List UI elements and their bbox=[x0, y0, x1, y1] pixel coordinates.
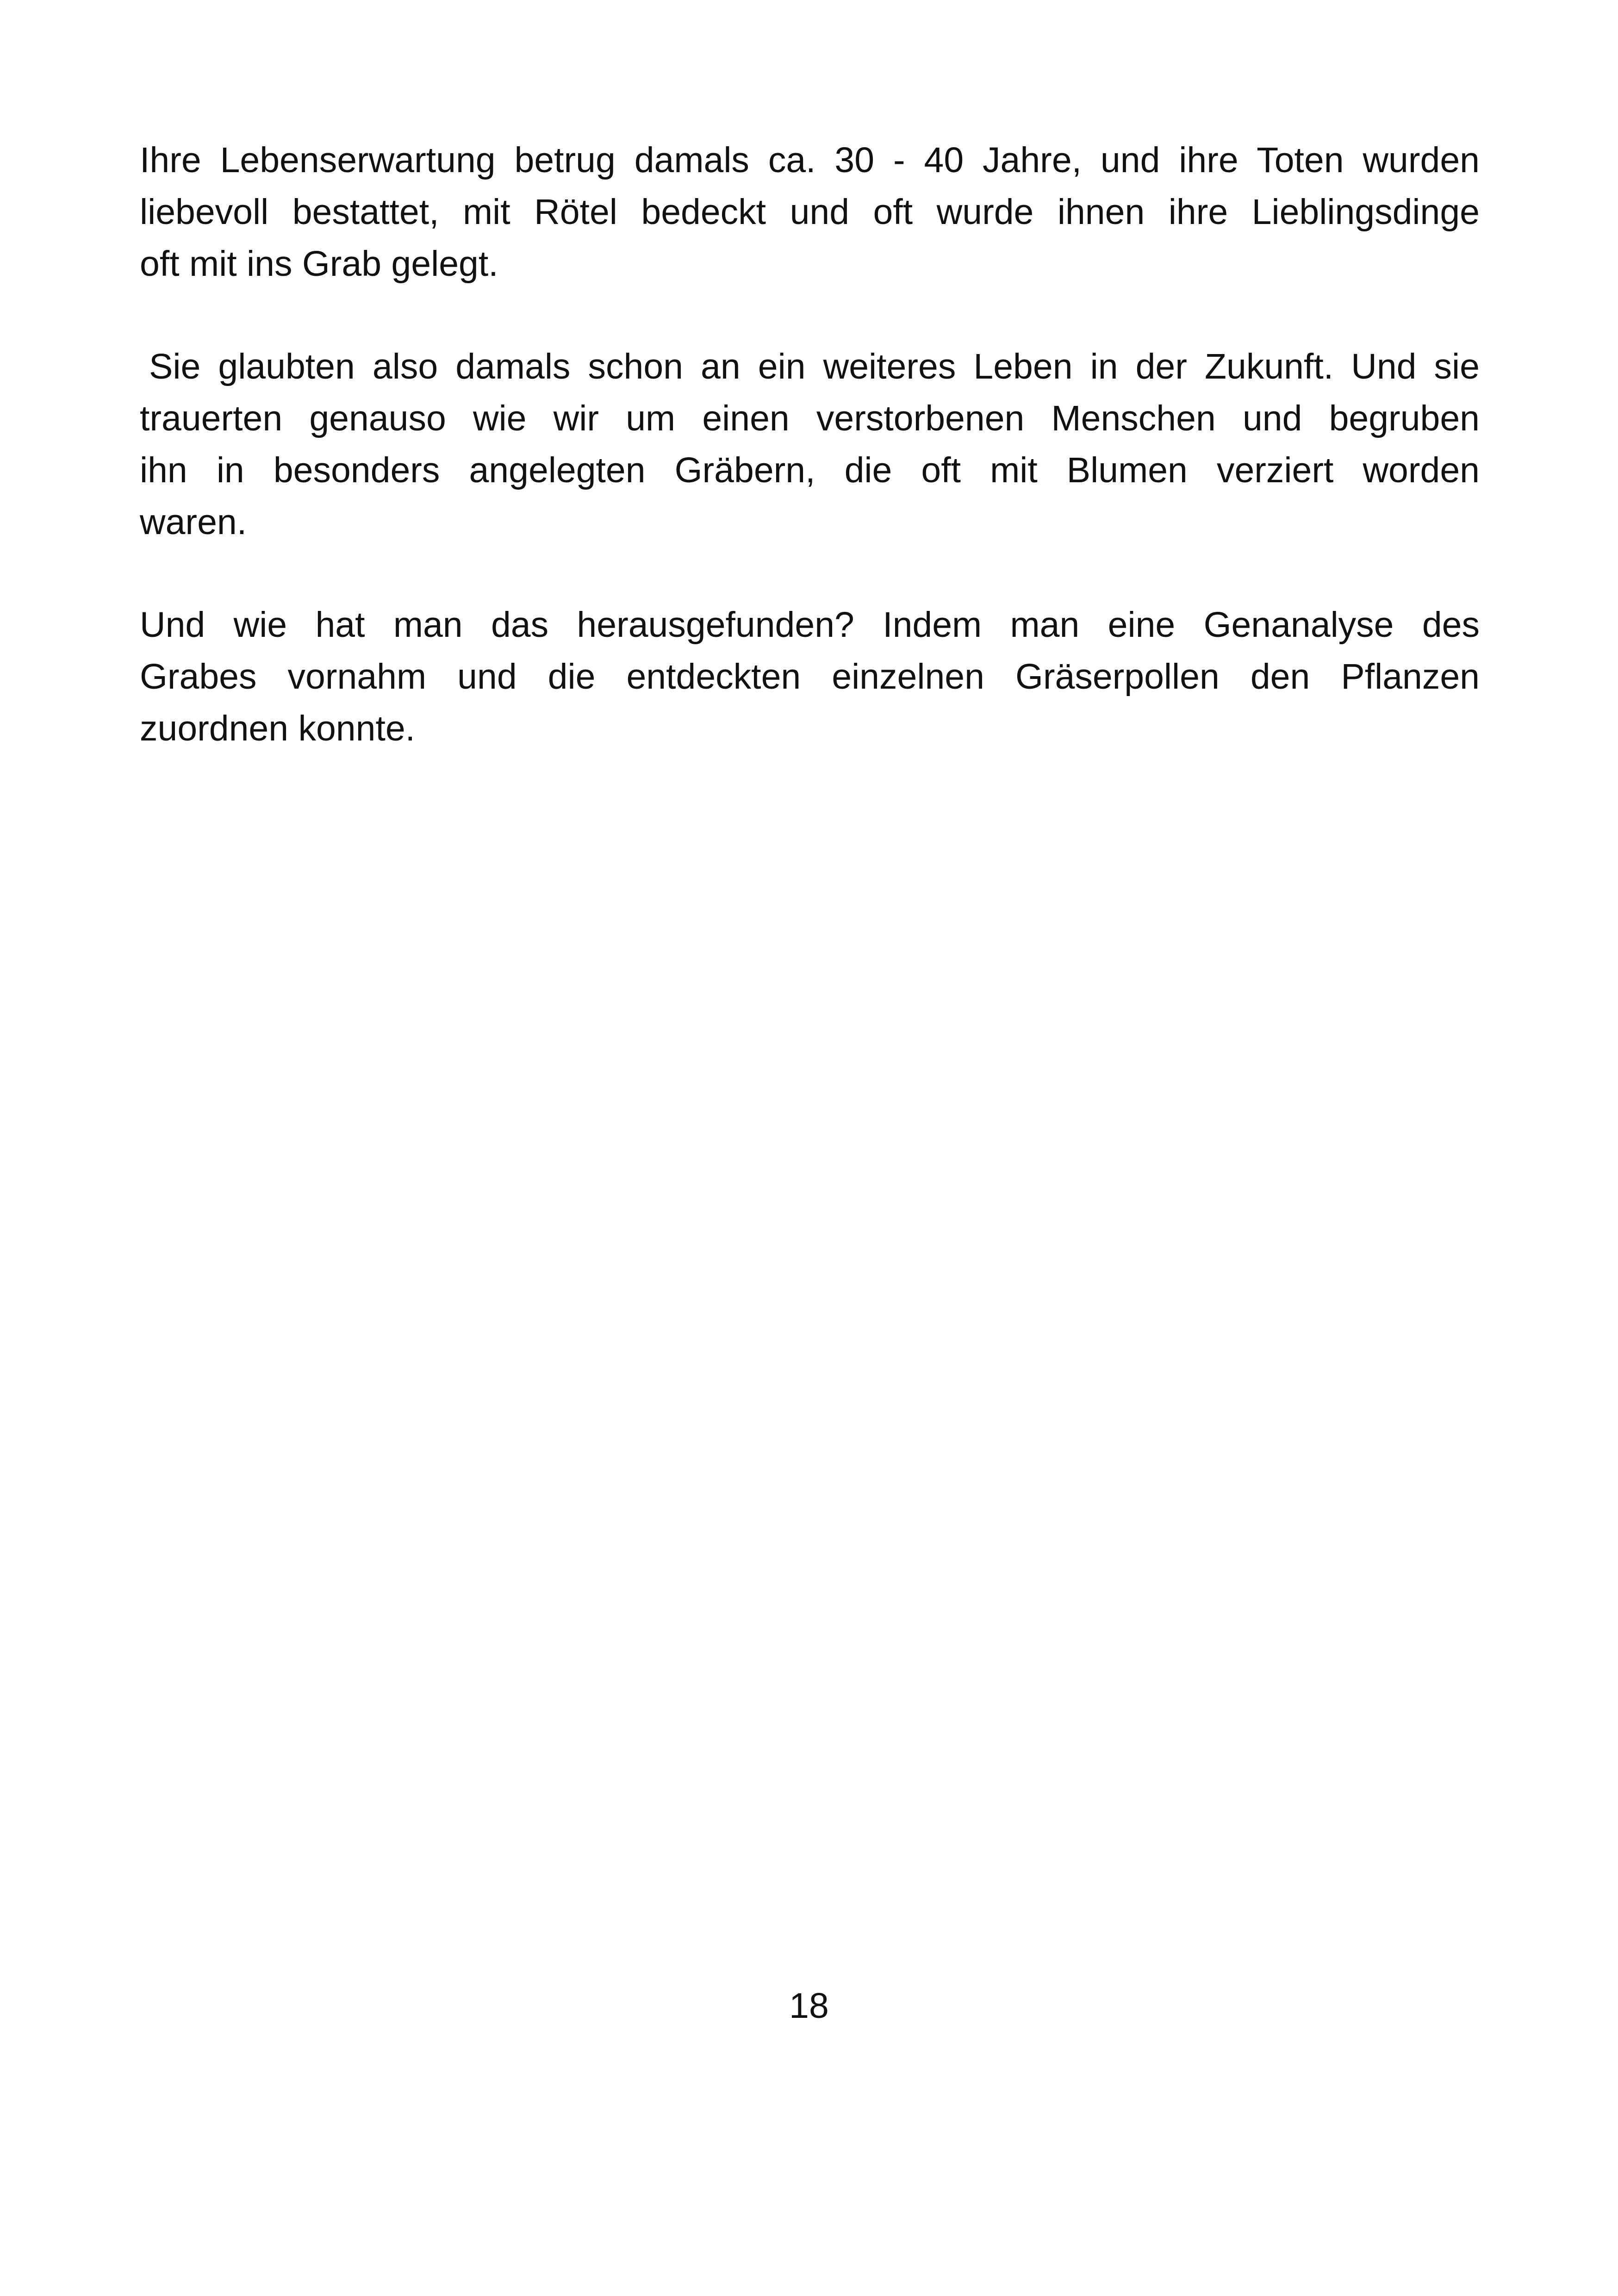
paragraph-life-expectancy bbox=[140, 134, 1480, 290]
text-line: oft mit ins Grab gelegt. bbox=[140, 244, 498, 284]
paragraph-gene-analysis bbox=[140, 599, 1480, 754]
text-line: ihn in besonders angelegten Gräbern, die oft mit Blumen verziert worden bbox=[140, 450, 1480, 490]
paragraph-spacer bbox=[140, 548, 1480, 599]
paragraph-spacer bbox=[140, 290, 1480, 341]
text-line: Ihre Lebenserwartung betrug damals ca. 30 - 40 Jahre, und ihre Toten wurden bbox=[140, 140, 1480, 180]
page-number: 18 bbox=[789, 1986, 829, 2026]
text-line: Sie glaubten also damals schon an ein weiteres Leben in der Zukunft. Und sie bbox=[149, 347, 1480, 386]
paragraph-afterlife-belief bbox=[140, 341, 1480, 548]
text-line: trauerten genauso wie wir um einen verstorbenen Menschen und begruben bbox=[140, 398, 1480, 438]
text-line: liebevoll bestattet, mit Rötel bedeckt und oft wurde ihnen ihre Lieblingsdinge bbox=[140, 192, 1480, 232]
body-text bbox=[140, 134, 1480, 754]
text-line: waren. bbox=[140, 502, 247, 542]
text-line: Grabes vornahm und die entdeckten einzelnen Gräserpollen den Pflanzen bbox=[140, 657, 1480, 697]
text-line: Und wie hat man das herausgefunden? Indem man eine Genanalyse des bbox=[140, 605, 1480, 645]
text-line: zuordnen konnte. bbox=[140, 709, 416, 748]
